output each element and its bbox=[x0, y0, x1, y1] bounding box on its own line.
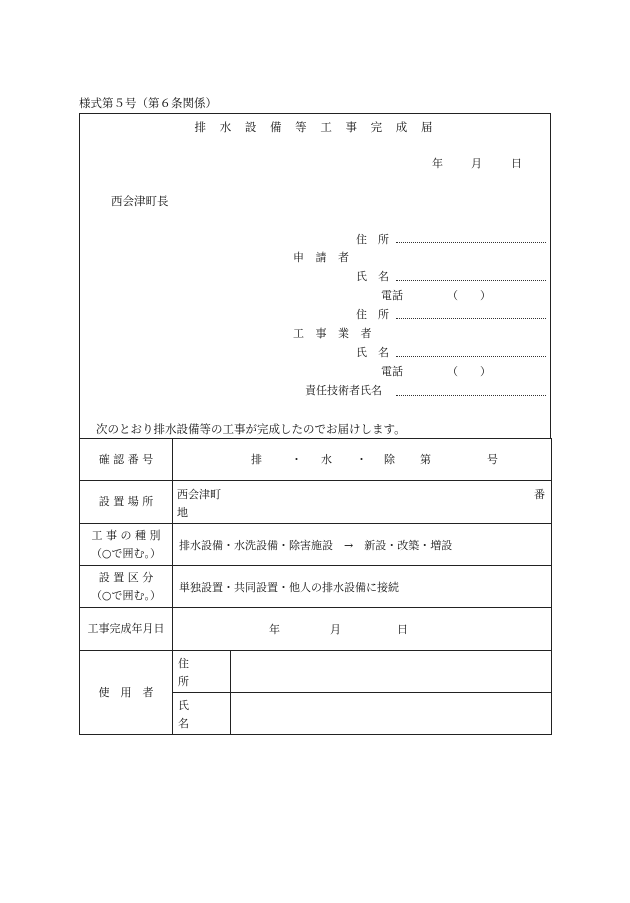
date-day-label: 日 bbox=[511, 157, 522, 170]
user-address-row bbox=[80, 651, 552, 693]
work-type-row bbox=[80, 524, 552, 566]
install-label-cell bbox=[80, 566, 173, 608]
confirm-number-label: 確 認 番 号 bbox=[98, 452, 154, 466]
work-type-label-line-2: （○で囲む。） bbox=[90, 546, 162, 560]
user-name-label-2: 名 bbox=[178, 717, 189, 730]
install-label-line-1: 設 置 区 分 bbox=[98, 571, 154, 585]
contractor-address-field[interactable] bbox=[396, 318, 546, 319]
contractor-address-label: 住 所 bbox=[356, 308, 389, 321]
applicant-address-label: 住 所 bbox=[356, 233, 389, 246]
work-type-options[interactable]: 排水設備・水洗設備・除害施設 → 新設・改築・増設 bbox=[179, 538, 453, 552]
location-label-cell bbox=[80, 481, 173, 524]
confirm-char-6: 第 bbox=[420, 453, 431, 466]
applicant-phone-paren-close: ） bbox=[480, 289, 491, 302]
install-label-line-2: （○で囲む。） bbox=[90, 588, 162, 602]
contractor-name-field[interactable] bbox=[396, 356, 546, 357]
user-address-label-2: 所 bbox=[178, 675, 189, 688]
user-name-field[interactable] bbox=[231, 693, 552, 735]
contractor-label: 工 事 業 者 bbox=[293, 327, 376, 340]
contractor-phone-label: 電話 bbox=[381, 365, 403, 378]
contractor-phone-paren-open: （ bbox=[447, 365, 458, 378]
applicant-phone-label: 電話 bbox=[381, 289, 403, 302]
engineer-name-field[interactable] bbox=[396, 395, 546, 396]
confirm-char-1: 排 bbox=[251, 453, 262, 466]
completion-date-value-cell[interactable] bbox=[173, 608, 552, 651]
user-label-cell bbox=[80, 651, 173, 735]
engineer-name-label: 責任技術者氏名 bbox=[305, 384, 382, 397]
location-label: 設 置 場 所 bbox=[98, 495, 154, 509]
location-ban: 番 bbox=[534, 488, 545, 501]
confirm-char-2: ・ bbox=[291, 453, 302, 466]
applicant-name-label: 氏 名 bbox=[356, 270, 389, 283]
confirm-char-4: ・ bbox=[356, 453, 367, 466]
completion-month-label: 月 bbox=[330, 623, 341, 636]
user-name-label-cell bbox=[173, 693, 231, 735]
details-table bbox=[79, 438, 552, 735]
work-type-label-cell bbox=[80, 524, 173, 566]
work-type-value-cell[interactable] bbox=[173, 524, 552, 566]
user-name-label-1: 氏 bbox=[178, 699, 189, 712]
work-type-label-line-1: 工 事 の 種 別 bbox=[91, 529, 161, 543]
applicant-label: 申 請 者 bbox=[293, 251, 353, 264]
confirm-char-7: 号 bbox=[487, 453, 498, 466]
confirm-row bbox=[80, 439, 552, 481]
contractor-phone-paren-close: ） bbox=[480, 365, 491, 378]
install-row bbox=[80, 566, 552, 608]
completion-day-label: 日 bbox=[397, 623, 408, 636]
date-month-label: 月 bbox=[471, 157, 482, 170]
location-row bbox=[80, 481, 552, 524]
applicant-address-field[interactable] bbox=[396, 242, 546, 243]
form-number: 様式第５号（第６条関係） bbox=[79, 96, 217, 110]
install-options[interactable]: 単独設置・共同設置・他人の排水設備に接続 bbox=[179, 580, 399, 594]
install-value-cell[interactable] bbox=[173, 566, 552, 608]
applicant-phone-paren-open: （ bbox=[447, 289, 458, 302]
completion-year-label: 年 bbox=[269, 623, 280, 636]
declaration-text: 次のとおり排水設備等の工事が完成したのでお届けします。 bbox=[96, 422, 406, 436]
applicant-name-field[interactable] bbox=[396, 280, 546, 281]
user-label: 使 用 者 bbox=[98, 685, 154, 699]
location-value-cell[interactable] bbox=[173, 481, 552, 524]
completion-label-cell bbox=[80, 608, 173, 651]
location-chi: 地 bbox=[177, 506, 188, 519]
date-year-label: 年 bbox=[432, 157, 443, 170]
user-address-label-1: 住 bbox=[178, 657, 189, 670]
addressee: 西会津町長 bbox=[111, 194, 169, 208]
completion-row bbox=[80, 608, 552, 651]
confirm-char-5: 除 bbox=[384, 453, 395, 466]
contractor-name-label: 氏 名 bbox=[356, 346, 389, 359]
location-town: 西会津町 bbox=[177, 488, 221, 501]
completion-date-label: 工事完成年月日 bbox=[87, 622, 165, 636]
form-title: 排 水 設 備 等 工 事 完 成 届 bbox=[194, 120, 438, 134]
user-address-field[interactable] bbox=[231, 651, 552, 693]
confirm-number-label-cell bbox=[80, 439, 173, 481]
user-address-label-cell bbox=[173, 651, 231, 693]
form-header-frame bbox=[79, 113, 551, 439]
confirm-char-3: 水 bbox=[321, 453, 332, 466]
confirm-number-value-cell[interactable] bbox=[173, 439, 552, 481]
